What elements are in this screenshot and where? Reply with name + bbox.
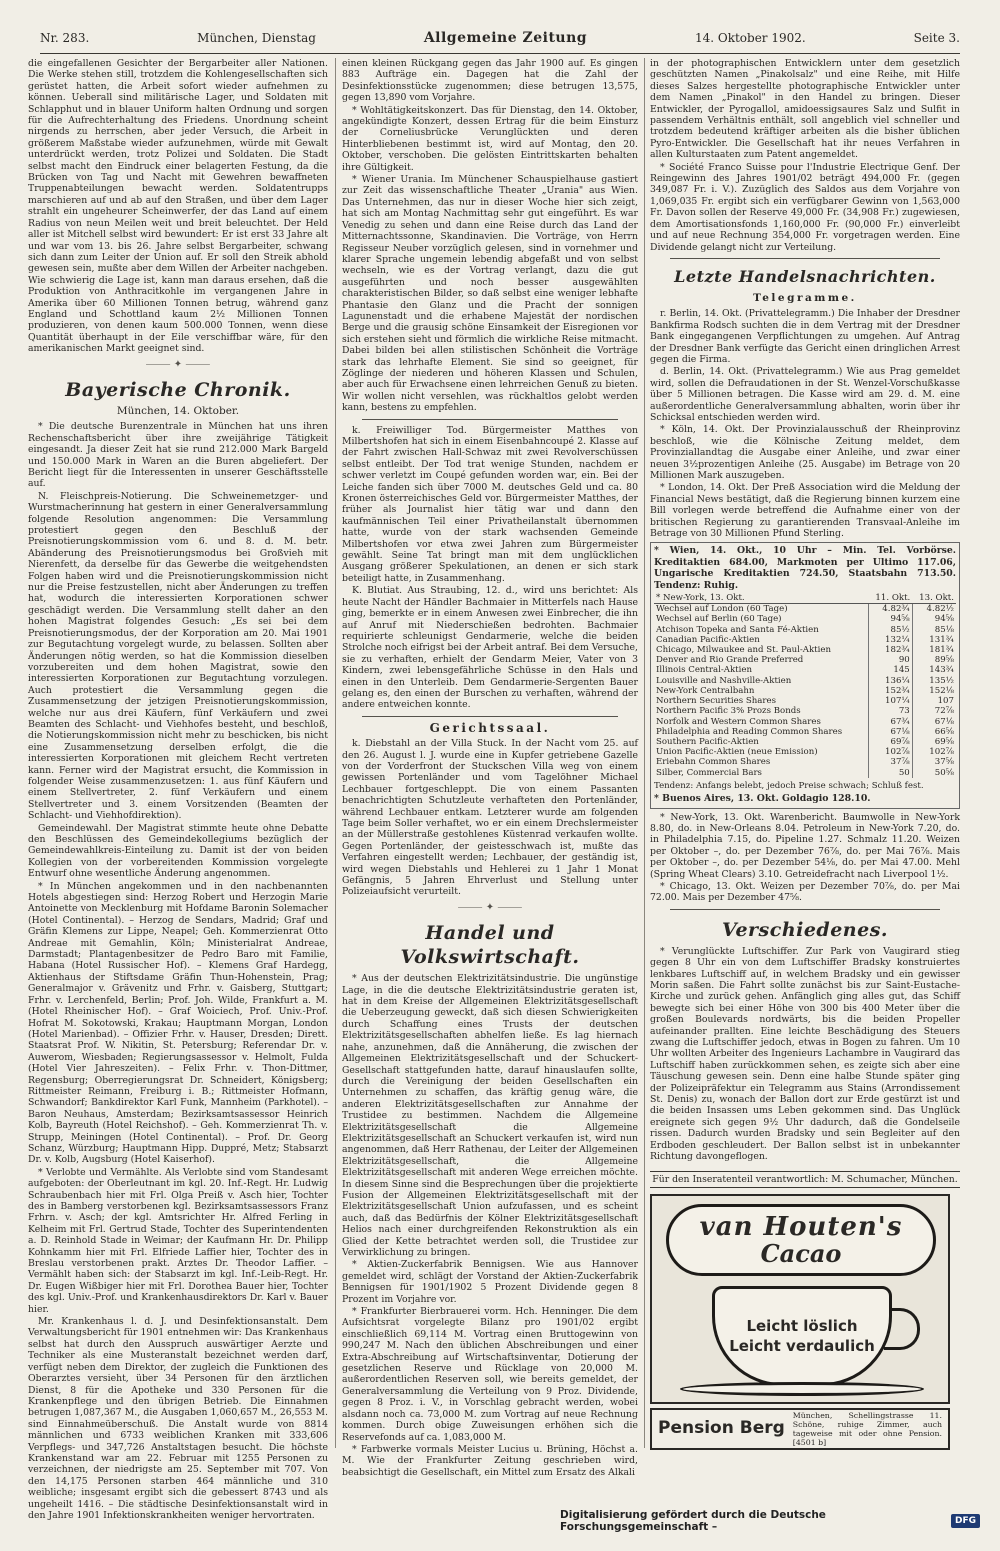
price-prev: 37⅞ xyxy=(869,757,913,767)
ornament-divider: ⸻ ✦ ⸻ xyxy=(457,901,523,913)
table-row xyxy=(654,757,956,767)
article-text: * Frankfurter Bierbrauerei vorm. Hch. Henninger. Die dem Aufsichtsrat vorgelegte Bilanz pro 1901/02 ergibt einschließlich 69,114 M. Vortrag einen Bruttogewinn von 990,247 M. Nach den üblichen Abschreibungen und einer Extra-Abschreibung auf Wirtschaftsinventar, Dotierung der gesetzlichen Reserve und Rücklage von 20,000 M. außerordentlichen Reserven soll, wie bereits gemeldet, der Generalversammlung die Verteilung von 9 Proz. Dividende, gegen 8 Proz. i. V., in Vorschlag gebracht werden, wobei alsdann noch ca. 73,000 M. zum Vortrag auf neue Rechnung kommen. Durch obige Zuweisungen erhöhen sich die Reservefonds auf ca. 1,083,000 M. xyxy=(342,1306,638,1443)
pension-code: [4501 b] xyxy=(792,1437,827,1447)
price-prev: 67¾ xyxy=(869,717,913,727)
article-text: * Verlobte und Vermählte. Als Verlobte sind vom Standesamt aufgeboten: der Oberleutnant im kgl. 20. Inf.-Regt. Hr. Ludwig Schraubenbach hier mit Frl. Olga Preiß v. Asch hier, Tochter des in Bamberg verstorbenen kgl. Bezirksamtsassessors Franz Frhrn. v. Asch; der kgl. Amtsrichter Hr. Alfred Ferling in Kelheim mit Frl. Gertrud Stade, Tochter des Superintendenten a. D. Reinhold Stade in Weimar; der Kaufmann Hr. Dr. Philipp Kohnkamm hier mit Frl. Elfriede Laffier hier, Tochter des in Breslau verstorbenen prakt. Arztes Dr. Theodor Laffier. – Vermählt haben sich: der Stabsarzt im kgl. Inf.-Leib-Regt. Hr. Dr. Eugen Wißbiger hier mit Frl. Dorothea Bauer hier, Tochter des kgl. Univ.-Prof. und Krankenhausdirektors Dr. Karl v. Bauer hier. xyxy=(28,1166,328,1315)
stock-name: Silber, Commercial Bars xyxy=(656,767,762,778)
place-day: München, Dienstag xyxy=(197,31,316,45)
price-current: 143¾ xyxy=(912,665,956,675)
price-prev: 132¼ xyxy=(869,635,913,645)
article-text: Mr. Krankenhaus l. d. J. und Desinfektionsanstalt. Dem Verwaltungsbericht für 1901 entnehmen wir: Das Krankenhaus selbst hat durch den Ausspruch auswärtiger Aerzte und Techniker als eine Musteranstalt bezeichnet werden darf, verfügt neben dem Direktor, der zugleich die Funktionen des Oberarztes versieht, über 34 Personen für den ärztlichen Dienst, 8 für die Apotheke und 330 Personen für die Krankenpflege und den übrigen Betrieb. Die Einnahmen betrugen 1,087,367 M., die Ausgaben 1,060,657 M., 26,553 M. sind Einnahmeüberschuß. Die Anstalt wurde von 8814 männlichen und 6733 weiblichen Kranken mit 333,606 Verpflegs- und 347,726 Anstaltstagen besucht. Die höchste Krankenstand war am 22. Februar mit 1255 Personen zu verzeichnen, der niedrigste am 25. September mit 707. Von den 14,175 Personen starben 464 männliche und 310 weibliche; insgesamt ergibt sich die gebessert 8743 und als ungeheilt 1416. – Die städtische Desinfektionsanstalt wird in den Jahre 1901 Infektionskrankheiten weniger hervortraten. xyxy=(28,1316,328,1521)
van-houten-advertisement xyxy=(650,1194,950,1404)
price-prev: 73 xyxy=(869,706,913,716)
table-row xyxy=(654,655,956,665)
article-text: * Wiener Urania. Im Münchener Schauspielhause gastiert zur Zeit das wissenschaftliche Theater „Urania" aus Wien. Das Unternehmen, das nur in dieser Woche hier sich zeigt, hat sich am Montag Nachmittag sehr gut eingeführt. Es war Venedig zu sehen und dann eine Reise durch das Land der Mitternachtssonne, Skandinavien. Die Vorträge, von Herrn Regisseur Neuber vorzüglich gelesen, sind in vornehmer und klarer Sprache ungemein lebendig abgefaßt und von selbst wechseln, wie es der Vortrag verlangt, dazu die gut ausgeführten und noch besser ausgewählten charakteristischen Bilder, so daß selbst eine weniger lebhafte Phantasie den Glanz und die Pracht der sonnigen Lagunenstadt und die erhabene Majestät der nordischen Berge und die grausig schöne Einsamkeit der Eisregionen vor sich erstehen sieht und förmlich die wirkliche Reise mitmacht. Dabei bilden bei allen stilistischen Schönheit die Vorträge stark das lehrhafte Element. Sie sind so geeignet, für Zöglinge der niederen und höheren Klassen und Schulen, aber auch für Erwachsene einen lehrreichen Genuß zu bieten. Wir wollen nicht versehlen, was rückhaltlos gelobt werden kann, bestens zu empfehlen. xyxy=(342,174,638,414)
responsible-editor-line: Für den Inseratenteil verantwortlich: M. Schumacher, München. xyxy=(650,1171,960,1188)
newspaper-title: Allgemeine Zeitung xyxy=(423,30,588,46)
issue-number: Nr. 283. xyxy=(40,31,90,45)
price-current: 135½ xyxy=(912,676,956,686)
price-current: 37⅝ xyxy=(912,757,956,767)
stock-name: Atchison Topeka and Santa Fé-Aktien xyxy=(656,624,819,635)
price-prev: 67⅛ xyxy=(869,727,913,737)
telegram-text: d. Berlin, 14. Okt. (Privattelegramm.) Wie aus Prag gemeldet wird, sollen die Defraudationen in der St. Wenzel-Vorschußkasse über 5 Millionen betragen. Die Kasse wird am 29. d. M. eine außerordentliche Generalversammlung abhalten, worin über ihr Schicksal entschieden werden wird. xyxy=(650,366,960,423)
stock-name: Union Pacific-Aktien (neue Emission) xyxy=(656,747,818,758)
article-rule xyxy=(362,716,618,717)
column-divider xyxy=(335,58,336,1448)
column-left xyxy=(28,58,328,1521)
price-current: 107 xyxy=(912,696,956,706)
stock-name: Canadian Pacific-Aktien xyxy=(656,634,760,645)
price-current: 69⅝ xyxy=(912,737,956,747)
table-row xyxy=(654,706,956,716)
price-current: 66⅝ xyxy=(912,727,956,737)
brand-banner xyxy=(666,1204,936,1276)
credit-text: Digitalisierung gefördert durch die Deutsche Forschungsgemeinschaft – xyxy=(560,1509,826,1533)
table-row xyxy=(654,614,956,624)
stock-name: Northern Pacific 3% Prozs Bonds xyxy=(656,706,801,717)
price-prev: 102⅞ xyxy=(869,747,913,757)
price-current: 50⅝ xyxy=(912,768,956,778)
price-current: 72⅞ xyxy=(912,706,956,716)
stock-box xyxy=(650,542,960,808)
article-rule xyxy=(670,909,940,910)
article-text: in der photographischen Entwicklern unter dem gesetzlich geschützten Namen „Pinakolsalz" und eine Reihe, mit Hilfe dieses Salzes hergestellte photographische Entwickler unter dem Namen „Pinakol" in den Handel zu bringen. Dieser Entwickler, der Pyrogallol, amidoessigsaures Salz und Sulfit in passendem Verhältnis enthält, soll angeblich viel schneller und trotzdem bedeutend kräftiger arbeiten als die bisher üblichen Pyro-Entwickler. Die Gesellschaft hat ihr neues Verfahren in allen Kulturstaaten zum Patent angemeldet. xyxy=(650,58,960,161)
table-row xyxy=(654,768,956,778)
stock-name: Southern Pacific-Aktien xyxy=(656,736,759,747)
column-middle xyxy=(342,58,638,1478)
telegram-text: * London, 14. Okt. Der Preß Association wird die Meldung der Financial News bestätigt, daß die Regierung binnen kurzem eine Bill vorlegen werde betreffend die Aufnahme einer von der britischen Regierung zu garantierenden Transvaal-Anleihe im Betrage von 30 Millionen Pfund Sterling. xyxy=(650,482,960,540)
price-current: 102⅞ xyxy=(912,747,956,757)
brand-name: van Houten's xyxy=(699,1211,903,1242)
telegrams-heading: Telegramme. xyxy=(753,291,857,304)
price-prev: 182¾ xyxy=(869,645,913,655)
table-row xyxy=(654,665,956,675)
article-text: * Die deutsche Burenzentrale in München hat uns ihren Rechenschaftsbericht über ihre zweijährige Tätigkeit eingesandt. Ja dieser Zeit hat sie rund 212.000 Mark Bargeld und 150.000 Mark in Waren an die Buren abgeliefert. Der Bericht liegt für die Interessenten in unserer Geschäftsstelle auf. xyxy=(28,421,328,490)
cocoa-cup-icon xyxy=(712,1286,892,1386)
stock-name: Northern Securities Shares xyxy=(656,696,777,707)
article-text: die eingefallenen Gesichter der Bergarbeiter aller Nationen. Die Werke stehen still, trotzdem die Kohlengesellschaften sich gerüstet hatten, die Arbeit sofort wieder aufnehmen zu können. Ueberall sind militärische Lager, und Soldaten mit Schlapphut und in blauer Uniform halten Ordnung und sorgen für die Aufrechterhaltung des Friedens. Unordnung scheint nirgends zu herrschen, aber jeder Versuch, die Arbeit in größerem Maßstabe wieder aufzunehmen, würde mit Gewalt unterdrückt werden, trotz Polizei und Soldaten. Die Stadt selbst macht den Eindruck einer belagerten Festung, da die Brücken von Tag und Nacht mit Gewehren bewaffneten Truppenabteilungen bewacht werden. Soldatentrupps marschieren auf und ab auf den Straßen, und über dem Lager strahlt ein ungeheurer Scheinwerfer, der das Land auf einem Radius von neun Meilen weit und breit beleuchtet. Der Held aller ist Mitchell selbst wird bewundert: Er ist erst 33 Jahre alt und war vom 13. bis 26. Jahre selbst Bergarbeiter, schwang sich dann zum Leiter der Union auf. Er soll den Streik abhold gewesen sein, mußte aber dem Willen der Arbeiter nachgeben. Wie schwierig die Lage ist, kann man daraus ersehen, daß die Produktion von Anthracitkohle im vergangenen Jahre in Amerika über 60 Millionen Tonnen betrug, während ganz England und Schottland kaum 2½ Millionen Tonnen produzieren, von denen kaum 500.000 Tonnen, wenn diese Quantität überhaupt in der Eile verschiffbar wäre, für den amerikanischen Markt geeignet sind. xyxy=(28,58,328,355)
pension-name: Pension Berg xyxy=(658,1418,785,1439)
stock-name: Chicago, Milwaukee and St. Paul-Aktien xyxy=(656,645,831,656)
vienna-quote: * Wien, 14. Okt., 10 Uhr – Min. Tel. Vorbörse. Kreditaktien 684.00, Markmoten per Ultimo 117.06, Ungarische Kreditaktien 724.50, Staatsbahn 713.50. Tendenz: Ruhig. xyxy=(654,545,956,591)
stock-name: Louisville and Nashville-Aktien xyxy=(656,675,792,686)
price-prev: 4.82¾ xyxy=(869,604,913,615)
table-row xyxy=(654,717,956,727)
price-current: 67⅛ xyxy=(912,717,956,727)
pension-description: München, Schellingstrasse 11. Schöne, ruhige Zimmer, auch tageweise mit oder ohne Pension. xyxy=(792,1410,942,1438)
ad-slogan: Leicht löslich xyxy=(746,1316,858,1335)
article-text: * Verunglückte Luftschiffer. Zur Park von Vaugirard stieg gegen 8 Uhr ein von dem Luftschiffer Bradsky konstruiertes lenkbares Luftschiff auf, in welchem Bradsky und ein gewisser Morin saßen. Die Fahrt sollte zunächst bis zur Saint-Eustache-Kirche und zurück gehen. Anfänglich ging alles gut, das Schiff bewegte sich bei einer Höhe von 300 bis 400 Meter über die großen Boulevards nordwärts, bis die beiden Propeller aufeinander prallten. Eine leichte Beschädigung des Steuers zwang die Luftschiffer jedoch, etwas in Bogen zu fahren. Um 10 Uhr wollten Arbeiter des Ingenieurs Lachambre in Vaugirard das Luftschiff haben zurückkommen sehen, es zeigte sich aber eine Täuschung gewesen sein. Denn eine halbe Stunde später ging der Polizeipräfektur ein Telegramm aus Stains (Arrondissement St. Denis) zu, wonach der Ballon dort zur Erde gestürzt ist und die beiden Insassen ums Leben gekommen sind. Das Unglück ereignete sich gegen 9½ Uhr dadurch, daß die Gondelseile rissen. Dadurch wurden Bradsky und sein Begleiter auf den Erdboden geschleudert. Der Ballon selbst ist in unbekannter Richtung davongeflogen. xyxy=(650,945,960,1163)
stock-name: Eriebahn Common Shares xyxy=(656,757,771,768)
table-row xyxy=(654,747,956,757)
article-text: Gemeindewahl. Der Magistrat stimmte heute ohne Debatte den Beschlüssen des Gemeindekollegiums bezüglich der Gemeindewahlkreis-Einteilung zu. Damit ist der von beiden Kollegien von der vorbereitenden Kommission vorgelegte Entwurf ohne wesentliche Änderung angenommen. xyxy=(28,822,328,880)
table-row xyxy=(654,604,956,615)
dateline: München, 14. Oktober. xyxy=(116,404,240,417)
article-text: einen kleinen Rückgang gegen das Jahr 1900 auf. Es gingen 883 Aufträge ein. Dagegen hat die Zahl der Desinfektionsstücke zugenommen; diese betrugen 13,575, gegen 13,890 vom Vorjahre. xyxy=(342,58,638,104)
price-prev: 50 xyxy=(869,768,913,778)
price-prev: 90 xyxy=(869,655,913,665)
stock-name: Wechsel auf Berlin (60 Tage) xyxy=(656,614,782,625)
telegram-text: r. Berlin, 14. Okt. (Privattelegramm.) Die Inhaber der Dresdner Bankfirma Rodsch suchten die in dem Vertrag mit der Dresdner Bank eingegangenen Verpflichtungen zu umgehen. Auf Antrag der Dresdner Bank verfügte das Gericht einen dringlichen Arrest gegen die Firma. xyxy=(650,308,960,365)
price-prev: 69⅞ xyxy=(869,737,913,747)
price-current: 94⅝ xyxy=(912,614,956,624)
table-row xyxy=(654,727,956,737)
price-prev: 107¼ xyxy=(869,696,913,706)
column-header: 13. Okt. xyxy=(912,593,956,604)
article-rule xyxy=(362,419,618,420)
telegram-text: * Köln, 14. Okt. Der Provinzialausschuß der Rheinprovinz beschloß, wie die Kölnische Zeitung meldet, dem Provinziallandtag die Ausgabe einer Anleihe, und zwar einer neuen 3½prozentigen Anleihe (25. Ausgabe) im Betrage von 20 Millionen Mark auszugeben. xyxy=(650,424,960,481)
price-current: 85⅛ xyxy=(912,625,956,635)
digitization-credit xyxy=(560,1510,980,1532)
stock-table xyxy=(654,593,956,778)
price-prev: 85½ xyxy=(869,625,913,635)
article-text: N. Fleischpreis-Notierung. Die Schweinemetzger- und Wurstmacherinnung hat gestern in einer Generalversammlung folgende Resolution angenommen: Die Versammlung protestiert gegen den Beschluß der Preisnotierungskommission vom 6. und 8. d. M. betr. Abänderung des Preisnotierungsmodus bei Großvieh mit Nierenfett, da derselbe für das Gewerbe die weitgehendsten Folgen haben wird und die Preisnotierungskommission nicht nur die Preise festzustellen, nicht aber Änderungen zu treffen hat, wodurch die interessierten Korporationen schwer geschädigt werden. Die Versammlung stellt daher an den hohen Magistrat folgendes Gesuch: „Es sei bei dem Preisnotierungsmodus, der der Korporation am 20. Mai 1901 zur Begutachtung vorgelegt wurde, zu belassen. Sollten aber Änderungen nötig werden, so hat die Kommission dieselben vorzubereiten und dem hohen Magistrat, sowie den interessierten Korporationen zur Begutachtung vorzulegen. Auch protestiert die Versammlung gegen die Zusammensetzung der jetzigen Preisnotierungskommission, welche nur aus drei Käufern, fünf Verkäufern und zwei Beamten des Schlacht- und Viehhofes besteht, und beschloß, die Notierungskommission nicht mehr zu beschicken, bis nicht eine Zusammensetzung derselben erfolgt, die die interessierten Korporationen mit gleichem Recht vertreten kann. Ferner wird der Magistrat ersucht, die Kommission in folgender Weise zusammenzusetzen: 1. aus fünf Käufern und einem Stellvertreter, 2. fünf Verkäufern und einem Stellvertreter und 3. einem Vorsitzenden (Beamten der Schlacht- und Viehhofdirektion). xyxy=(28,490,328,822)
price-prev: 136¼ xyxy=(869,676,913,686)
table-row xyxy=(654,625,956,635)
article-text: * Wohltätigkeitskonzert. Das für Dienstag, den 14. Oktober, angekündigte Konzert, dessen Ertrag für die beim Einsturz der Corneliusbrücke Verunglückten und deren Hinterbliebenen bestimmt ist, wird auf Montag, den 20. Oktober, verschoben. Die gelösten Eintrittskarten behalten ihre Gültigkeit. xyxy=(342,104,638,173)
table-row xyxy=(654,696,956,706)
stock-name: Illinois Central-Aktien xyxy=(656,665,753,676)
section-heading-latest-trade: Letzte Handelsnachrichten. xyxy=(674,266,936,286)
article-text: K. Blutiat. Aus Straubing, 12. d., wird uns berichtet: Als heute Nacht der Händler Bachmaier in Mitterfels nach Hause ging, bemerkte er in einem Anwesen zwei Einbrecher, die ihn auf Anruf mit Niederschießen bedrohten. Bachmaier requirierte schleunigst Gendarmerie, welche die beiden Strolche noch eifrigst bei der Arbeit antraf. Bei dem Versuche, sie zu verhaften, erhielt der Gendarm Meier, Vater von 3 Kindern, zwei lebensgefährliche Schüsse in den Hals und einen in den Unterleib. Dem Gendarmerie-Sergenten Bauer gelang es, den einen der Burschen zu verhaften, während der andere entweichen konnte. xyxy=(342,585,638,711)
telegram-text: * New-York, 13. Okt. Warenbericht. Baumwolle in New-York 8.80, do. in New-Orleans 8.04. Petroleum in New-York 7.20, do. in Philadelphia 7.15, do. Pipeline 1.27. Schmalz 11.20. Weizen per Oktober –, do. per Dezember 76⅞, do. per Mai 76⅞. Mais per Oktober –, do. per Dezember 54⅛, do. per Mai 47.00. Mehl (Spring Wheat Clears) 3.10. Getreidefracht nach Liverpool 1½. xyxy=(650,811,960,880)
stock-table-body xyxy=(654,604,956,778)
article-text: * In München angekommen und in den nachbenannten Hotels abgestiegen sind: Herzog Robert und Herzogin Marie Antoinette von Mecklenburg mit Hofdame Baronin Solemacher (Hotel Continental). – Herzog de Sendars, Madrid; Graf und Gräfin Klemens zur Lippe, Neapel; Geh. Kommerzienrat Otto Andreae mit Gemahlin, Köln; Ministerialrat Andreae, Darmstadt; Plantagenbesitzer de Pedro Baro mit Familie, Habana (Hotel Russischer Hof). – Klemens Graf Hardegg, Aktienhaus der Stiftsdame Gräfin Thun-Hohenstein, Prag; Generalmajor v. Grävenitz und Frhr. v. Gaisberg, Stuttgart; Frhr. v. Lerchenfeld, Berlin; Prof. Joh. Wilde, Frankfurt a. M. (Hotel Rheinischer Hof). – Graf Woiciech, Prof. Univ.-Prof. Hofrat M. Sokotowski, Krakau; Hauptmann Morgan, London (Hotel Marienbad). – Offizier Frhr. v. Hauser, Dresden; Dirett. Staatsrat Prof. W. Nikitin, St. Petersburg; Referendar Dr. v. Auwerom, Wiesbaden; Regierungsassessor v. Helmolt, Fulda (Hotel Vier Jahreszeiten). – Felix Frhr. v. Thon-Dittmer, Regensburg; Oberregierungsrat Dr. Schneidert, Königsberg; Rittmeister Reimann, Freiburg i. B.; Rittmeister Hofmann, Schwandorf; Bankdirektor Karl Funk, Mannheim (Parkhotel). – Baron Neuhaus, Amsterdam; Bezirksamtsassessor Heinrich Kolb, Bayreuth (Hotel Reichshof). – Geh. Kommerzienrat Th. v. Strupp, Meiningen (Hotel Continental). – Prof. Dr. Georg Schanz, Würzburg; Hauptmann Hipp. Duppré, Metz; Stabsarzt Dr. v. Kolb, Augsburg (Hotel Kaiserhof). xyxy=(28,880,328,1166)
table-row xyxy=(654,686,956,696)
section-heading-miscellaneous: Verschiedenes. xyxy=(721,918,889,941)
article-text: k. Freiwilliger Tod. Bürgermeister Matthes von Milbertshofen hat sich in einem Eisenbahncoupé 2. Klasse auf der Fahrt zwischen Hall-Schwaz mit zwei Revolverschüssen selbst entleibt. Der Tod trat wenige Stunden, nachdem er schwer verletzt im Coupé gefunden worden war, ein. Bei der Leiche fanden sich über 7000 M. deutsches Geld und ca. 80 Kronen österreichisches Geld vor. Bürgermeister Matthes, der früher als Journalist hier tätig war und dann den kaufmännischen Teil einer Privatheilanstalt übernommen hatte, wurde von der stark wachsenden Gemeinde Milbertshofen vor etwa zwei Jahren zum Bürgermeister gewählt. Seine Tat bringt man mit dem unglücklichen Ausgang größerer Spekulationen, an denen er sich stark beteiligt hatte, in Zusammenhang. xyxy=(342,424,638,584)
brand-product: Cacao xyxy=(760,1238,842,1268)
stock-tendency: Tendenz: Anfangs belebt, jedoch Preise schwach; Schluß fest. xyxy=(654,780,924,791)
issue-date: 14. Oktober 1902. xyxy=(694,31,806,45)
ad-slogan: Leicht verdaulich xyxy=(729,1336,875,1355)
ornament-divider: ⸻ ✦ ⸻ xyxy=(145,358,211,370)
pension-advertisement xyxy=(650,1408,950,1450)
column-right xyxy=(650,58,960,1450)
table-row xyxy=(654,737,956,747)
table-caption: * New-York, 13. Okt. xyxy=(654,593,869,604)
price-prev: 145 xyxy=(869,665,913,675)
stock-name: Wechsel auf London (60 Tage) xyxy=(656,604,788,615)
page-number: Seite 3. xyxy=(913,31,960,45)
column-header: 11. Okt. xyxy=(869,593,913,604)
section-heading-bavarian-chronicle: Bayerische Chronik. xyxy=(65,378,291,401)
section-heading-trade: Handel und Volkswirtschaft. xyxy=(400,922,580,969)
table-row xyxy=(654,635,956,645)
article-text: k. Diebstahl an der Villa Stuck. In der Nacht vom 25. auf den 26. August l. J. wurde eine in Kupfer getriebene Gazelle von der Vorderfront der Stuckschen Villa weg von einem gewissen Portenländer und vom Tagelöhner Michael Lechbauer fortgeschleppt. Die von einem Passanten benachrichtigten Schutzleute verhafteten den Portenländer, während Lechbauer entkam. Letzterer wurde am folgenden Tage beim Soller verhaftet, wo er ein einem Drechslermeister an der Müllerstraße gestohlenes Küstenrad verkaufen wollte. Gegen Portenländer, der geistesschwach ist, mußte das Verfahren eingestellt werden; Lechbauer, der geständig ist, wird wegen Diebstahls und Hehlerei zu 1 Jahr 1 Monat Gefängnis, 5 Jahren Ehrverlust und Stellung unter Polizeiaufsicht verurteilt. xyxy=(342,738,638,898)
section-heading-court: Gerichtssaal. xyxy=(429,720,551,735)
page-header xyxy=(40,30,960,54)
article-text: * Aus der deutschen Elektrizitätsindustrie. Die ungünstige Lage, in die die deutsche Elektrizitätsindustrie geraten ist, hat in dem Kreise der Allgemeinen Elektrizitätsgesellschaft die Ueberzeugung geweckt, daß sich diesen Schwierigkeiten durch Schaffung eines Trusts der deutschen Elektrizitätsgesellschaften abhelfen ließe. Es lag hiernach nahe, anzunehmen, daß die Annäherung, die zwischen der Allgemeinen Elektrizitätsgesellschaft und der Schuckert-Gesellschaft stattgefunden hatte, darauf hinauslaufen sollte, durch die Vereinigung der beiden Gesellschaften ein Unternehmen zu schaffen, das kräftig genug wäre, die anderen Elektrizitätsgesellschaften zur Annahme der Trustidee zu bestimmen. Nachdem die Allgemeine Elektrizitätsgesellschaft die Allgemeine Elektrizitätsgesellschaft an Schuckert verkaufen ist, wird nun angenommen, daß Herr Rathenau, der Leiter der Allgemeinen Elektrizitätsgesellschaft, die Allgemeine Elektrizitätsgesellschaft mit anderen Wege erreichen möchte. In diesem Sinne sind die Besprechungen über die projektierte Fusion der Allgemeinen Elektrizitätsgesellschaft mit der Elektrizitätsgesellschaft Union aufzufassen, und es scheint auch, daß das Bedürfnis der Kölner Elektrizitätsgesellschaft Helios nach einer durchgreifenden Rekonstruktion als ein Glied der Kette betrachtet werden soll, die Trustidee zur Verwirklichung zu bringen. xyxy=(342,973,638,1258)
price-current: 152⅛ xyxy=(912,686,956,696)
price-prev: 94⅝ xyxy=(869,614,913,624)
price-current: 181¾ xyxy=(912,645,956,655)
stock-name: New-York Centralbahn xyxy=(656,685,755,696)
stock-name: Denver and Rio Grande Preferred xyxy=(656,655,804,666)
article-text: * Société Franco Suisse pour l'Industrie Electrique Genf. Der Reingewinn des Jahres 1901/02 beträgt 494,000 Fr. (gegen 349,087 Fr. i. V.). Zuzüglich des Saldos aus dem Vorjahre von 1,069,035 Fr. ergibt sich ein verfügbarer Gewinn von 1,563,000 Fr. Davon sollen der Reserve 49,000 Fr. (34,908 Fr.) zugewiesen, dem Amortisationsfonds 1,160,000 Fr. (90,000 Fr.) einverleibt und auf neue Rechnung 354,000 Fr. vorgetragen werden. Eine Dividende gelangt nicht zur Verteilung. xyxy=(650,161,960,253)
article-text: * Farbwerke vormals Meister Lucius u. Brüning, Höchst a. M. Wie der Frankfurter Zeitung geschrieben wird, beabsichtigt die Gesellschaft, ein Mittel zum Ersatz des Alkali xyxy=(342,1443,638,1478)
price-current: 131¾ xyxy=(912,635,956,645)
dfg-logo-icon: DFG xyxy=(951,1514,980,1528)
article-text: * Aktien-Zuckerfabrik Bennigsen. Wie aus Hannover gemeldet wird, schlägt der Vorstand der Aktien-Zuckerfabrik Bennigsen für 1901/1902 5 Prozent Dividende gegen 8 Prozent im Vorjahre vor. xyxy=(342,1259,638,1305)
buenos-aires-quote: * Buenos Aires, 13. Okt. Goldagio 128.10. xyxy=(654,793,871,805)
table-row xyxy=(654,645,956,655)
column-divider xyxy=(644,58,645,1448)
table-row xyxy=(654,676,956,686)
pension-text xyxy=(793,1411,942,1447)
price-current: 89⅝ xyxy=(912,655,956,665)
price-prev: 152¾ xyxy=(869,686,913,696)
article-rule xyxy=(670,258,940,259)
stock-name: Norfolk and Western Common Shares xyxy=(656,716,821,727)
telegram-text: * Chicago, 13. Okt. Weizen per Dezember 70⅞, do. per Mai 72.00. Mais per Dezember 47⅝. xyxy=(650,880,960,904)
saucer-icon xyxy=(680,1382,924,1396)
stock-name: Philadelphia and Reading Common Shares xyxy=(656,726,843,737)
price-current: 4.82½ xyxy=(912,604,956,615)
